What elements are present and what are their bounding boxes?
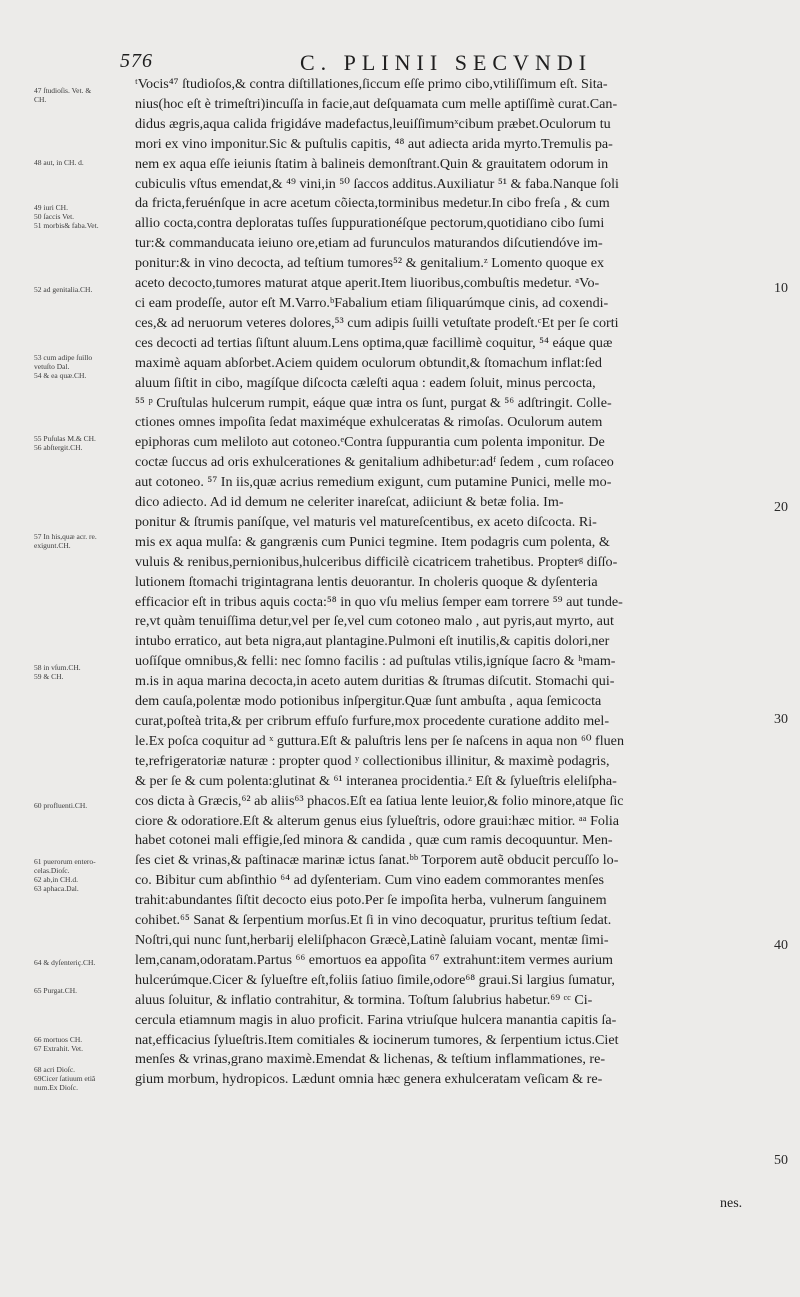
line-number: 20 — [774, 500, 788, 515]
margin-note: 49 iuri CH. 50 ſaccis Vet. 51 morbis& faba.Vet. — [34, 203, 99, 230]
line-number: 50 — [774, 1153, 788, 1168]
margin-note: 60 profluenti.CH. — [34, 801, 88, 810]
line-number: 30 — [774, 712, 788, 727]
margin-note: 52 ad genitalia.CH. — [34, 285, 93, 294]
margin-note: 64 & dyſenteriç.CH. — [34, 958, 96, 967]
margin-note: 48 aut, in CH. d. — [34, 158, 84, 167]
running-head: C. PLINII SECVNDI — [300, 50, 593, 75]
margin-note: 47 ſtudioſis. Vet. & CH. — [34, 86, 92, 104]
margin-note: 57 In his,quæ acr. re. exigunt.CH. — [34, 532, 97, 550]
page-number: 576 — [120, 50, 153, 72]
margin-note: 68 acri Dioſc. 69Cicer ſatiuum etiã num.Ex Dioſc. — [34, 1065, 96, 1092]
catchword: nes. — [720, 1196, 743, 1211]
margin-note: 58 in vſum.CH. 59 & CH. — [34, 663, 81, 681]
margin-note: 66 mortuos CH. 67 Extrahit. Vet. — [34, 1035, 84, 1053]
line-number: 10 — [774, 281, 788, 296]
line-number: 40 — [774, 938, 788, 953]
margin-note: 61 puerorum entero- celas.Dioſc. 62 ab,in CH.d. 63 aphaca.Dal. — [34, 857, 96, 893]
margin-note: 65 Purgat.CH. — [34, 986, 77, 995]
margin-note: 53 cum adipe ſuillo vetuſto Dal. 54 & ea quæ.CH. — [34, 353, 93, 380]
body-text: ᵗVocis⁴⁷ ſtudioſos,& contra diſtillationes,ſiccum eſſe primo cibo,vtiliſſimum eſt. Sita- nius(hoc eſt è trimeſtri)incuſſa in facie,aut deſquamata cum melle aptiſſimè curat.Can- didus ægris,aqua calida frigidáve madefactus,leuiſſimumˣcibum præbet.Oculorum tu mori ex vino imponitur.Sic & puſtulis capitis, ⁴⁸ aut adiecta arida myrto.Tremulis pa- nem ex aqua eſſe ieiunis ſtatim à balineis demonſtrant.Quin & grauitatem odorum in cubiculis vſtus emendat,& ⁴⁹ vini,in ⁵⁰ ſaccos additus.Auxiliatur ⁵¹ & faba.Nanque ſoli da fricta,feruénſque in acre acetum cõiecta,torminibus medetur.In cibo freſa , & cum allio cocta,contra deploratas tuſſes ſuppurationéſque pectorum,quotidiano cibo ſumi tur:& commanducata ieiuno ore,etiam ad furunculos maturandos diſcutiendóve im- ponitur:& in vino decocta, ad teſtium tumores⁵² & genitalium.ᶻ Lomento quoque ex aceto decocto,tumores maturat atque aperit.Item liuoribus,combuſtis medetur. ᵃVo- ci eam prodeſſe, autor eſt M.Varro.ᵇFabalium etiam ſiliquarúmque cinis, ad coxendi- ces,& ad neruorum veteres dolores,⁵³ cum adipis ſuilli vetuſtate prodeſt.ᶜEt per ſe corti ces decocti ad tertias ſiſtunt aluum.Lens optima,quæ facillimè coquitur, ⁵⁴ eáque quæ maximè aquam abſorbet.Aciem quidem oculorum obtundit,& ſtomachum inflat:ſed aluum ſiſtit in cibo, magíſque diſcocta cæleſti aqua : eadem ſoluit, minus percocta, ⁵⁵ ᵖ Cruſtulas hulcerum rumpit, eáque quæ intra os ſunt, purgat & ⁵⁶ adſtringit. Colle- ctiones omnes impoſita ſedat maximéque exhulceratas & rimoſas. Oculorum autem epiphoras cum meliloto aut cotoneo.ᵉContra ſuppurantia cum polenta imponitur. De coctæ ſuccus ad oris exhulcerationes & genitalium adhibetur:adᶠ ſedem , cum roſaceo aut cotoneo. ⁵⁷ In iis,quæ acrius remedium exigunt, cum putamine Punici, melle mo- dico adiecto. Ad id demum ne celeriter inareſcat, adiiciunt & betæ folia. Im- ponitur & ſtrumis paníſque, vel maturis vel matureſcentibus, ex aceto diſcocta. Ri- mis ex aqua mulſa: & gangrænis cum Punici tegmine. Item podagris cum polenta, & vuluis & renibus,pernionibus,hulceribus difficilè cicatricem trahetibus. Propterᵍ diſſo- lutionem ſtomachi trigintagrana lentis deuorantur. In choleris quoque & dyſenteria efficacior eſt in tribus aquis cocta:⁵⁸ in quo vſu melius ſemper eam torrere ⁵⁹ aut tunde- re,vt quàm tenuiſſima detur,vel per ſe,vel cum cotoneo malo , aut pyris,aut myrto, aut intubo erratico, aut beta nigra,aut plantagine.Pulmoni eſt inutilis,& capitis dolori,ner uoſíſque omnibus,& felli: nec ſomno facilis : ad puſtulas vtilis,igníque ſacro & ʰmam- m.is in aqua marina decocta,in aceto autem duritias & ſtrumas diſcutit. Stomachi qui- dem cauſa,polentæ modo potionibus inſpergitur.Quæ ſunt ambuſta , aqua ſemicocta curat,poſteà trita,& per cribrum effuſo furfure,mox procedente curatione addito mel- le.Ex poſca coquitur ad ˣ guttura.Eſt & paluſtris lens per ſe naſcens in aqua non ⁶⁰ fluen te,refrigeratoriæ naturæ : propter quod ʸ collectionibus illinitur, & maximè podagris, & per ſe & cum polenta:glutinat & ⁶¹ interanea procidentia.ᶻ Eſt & ſylueſtris eleliſpha- cos dicta à Græcis,⁶² ab aliis⁶³ phacos.Eſt ea ſatiua lente leuior,& folio minore,atque ſic ciore & odoratiore.Eſt & alterum genus eius ſylueſtris, odore graui:hæc mitior. ᵃᵃ Folia habet cotonei mali effigie,ſed minora & candida , quæ cum ramis decoquuntur. Men- ſes ciet & vrinas,& paſtinacæ marinæ ictus ſanat.ᵇᵇ Torporem autẽ obducit percuſſo lo- co. Bibitur cum abſinthio ⁶⁴ ad dyſenteriam. Cum vino eadem commorantes menſes trahit:abundantes ſiſtit decocto eius poto.Per ſe impoſita herba, vulnerum ſanguinem cohibet.⁶⁵ Sanat & ſerpentium morſus.Et ſi in vino decoquatur, pruritus teſtium ſedat. Noſtri,qui nunc ſunt,herbarij eleliſphacon Græcè,Latinè ſaluiam vocant, mentæ ſimi- lem,canam,odoratam.Partus ⁶⁶ emortuos ea appoſita ⁶⁷ extrahunt:item vermes aurium hulcerúmque.Cicer & ſylueſtre eſt,foliis ſatiuo ſimile,odore⁶⁸ graui.Si largius ſumatur, aluus ſoluitur, & inflatio contrahitur, & tormina. Toſtum ſalubrius habetur.⁶⁹ ᶜᶜ Ci- cercula etiamnum magis in aluo proficit. Farina vtriuſque hulcera manantia capitis ſa- nat,efficacius ſylueſtris.Item comitiales & iocinerum tumores, & ſerpentium ictus.Ciet menſes & vrinas,grano maximè.Emendat & lichenas, & teſtium inflammationes, re- gium morbum, hydropicos. Lædunt omnia hæc genera exhulceratam veſicam & re- — [135, 76, 624, 1088]
margin-note: 55 Puſulas M.& CH. 56 abſtergit.CH. — [34, 434, 96, 452]
